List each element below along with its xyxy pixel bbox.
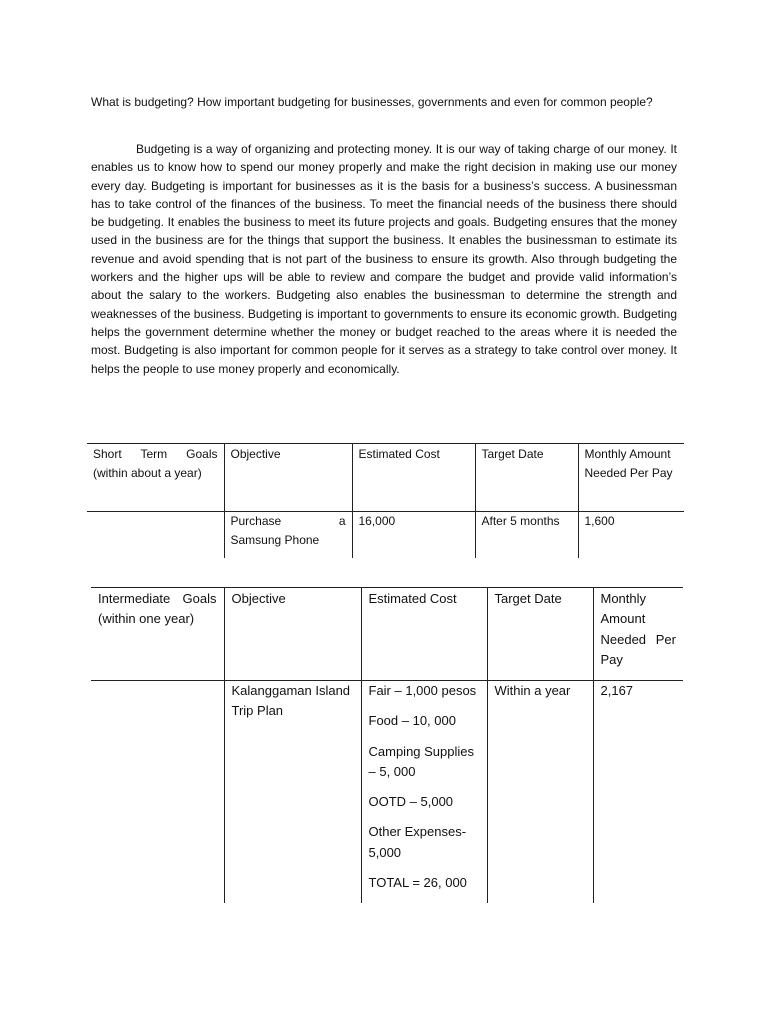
cell-monthly-amount: 1,600 — [578, 512, 684, 559]
header-estimated-cost: Estimated Cost — [361, 588, 487, 681]
cell-estimated-cost — [361, 681, 487, 904]
short-term-goals-table — [87, 443, 684, 558]
header-short-term-goals — [87, 444, 224, 512]
table-row — [91, 681, 683, 904]
cell-monthly-amount: 2,167 — [593, 681, 683, 904]
header-intermediate-goals: Intermediate Goals (within one year) — [91, 588, 224, 681]
header-monthly-amount: Monthly Amount Needed Per Pay — [578, 444, 684, 512]
cell-goal — [87, 512, 224, 559]
cost-item-food: Food – 10, 000 — [368, 713, 456, 729]
cost-item-other-expenses: Other Expenses- 5,000 — [368, 824, 467, 860]
table-header-row — [91, 588, 683, 681]
answer-paragraph: Budgeting is a way of organizing and protecting money. It is our way of taking charge of our money. It enables us to know how to spend our money properly and make the right decision in making use our money every day. Budgeting is important for businesses as it is the basis for a business’s success. A businessman has to take control of the finances of the business. To meet the financial needs of the business there should be budgeting. It enables the business to meet its future projects and goals. Budgeting ensures that the money used in the business are for the things that support the business. It enables the businessman to estimate its revenue and avoid spending that is not part of the business to ensure its growth. Also through budgeting the workers and the higher ups will be able to review and compare the budget and provide valid information’s about the salary to the workers. Budgeting also enables the businessman to determine the strength and weaknesses of the business. Budgeting is important to governments to ensure its economic growth. Budgeting helps the government determine whether the money or budget reached to the areas where it is needed the most. Budgeting is also important for common people for it serves as a strategy to take control over money. It helps the people to use money properly and economically. — [91, 142, 677, 376]
cell-estimated-cost: 16,000 — [352, 512, 475, 559]
header-goal-line1: Short Term Goals — [93, 447, 218, 461]
cell-objective — [224, 512, 352, 559]
header-objective: Objective — [224, 588, 361, 681]
header-target-date: Target Date — [487, 588, 593, 681]
cell-objective-line2: Samsung Phone — [230, 532, 320, 547]
cost-item-camping-supplies: Camping Supplies – 5, 000 — [368, 743, 475, 779]
cell-objective: Kalanggaman Island Trip Plan — [224, 681, 361, 904]
cell-target-date: After 5 months — [475, 512, 578, 559]
header-target-date: Target Date — [475, 444, 578, 512]
intermediate-goals-table — [91, 587, 683, 903]
cell-objective-line1: Purchase a — [230, 514, 346, 528]
header-monthly-amount: Monthly Amount Needed Per Pay — [593, 588, 683, 681]
header-objective: Objective — [224, 444, 352, 512]
table-row — [87, 512, 684, 559]
cell-goal — [91, 681, 224, 904]
cost-item-total: TOTAL = 26, 000 — [368, 875, 467, 891]
question-text: What is budgeting? How important budgeting for businesses, governments and even for common people? — [91, 95, 653, 109]
header-estimated-cost: Estimated Cost — [352, 444, 475, 512]
cell-target-date: Within a year — [487, 681, 593, 904]
table-header-row — [87, 444, 684, 512]
cost-item-ootd: OOTD – 5,000 — [368, 794, 454, 810]
cost-item-fare: Fair – 1,000 pesos — [368, 683, 477, 698]
header-goal-line2: (within about a year) — [93, 465, 202, 480]
